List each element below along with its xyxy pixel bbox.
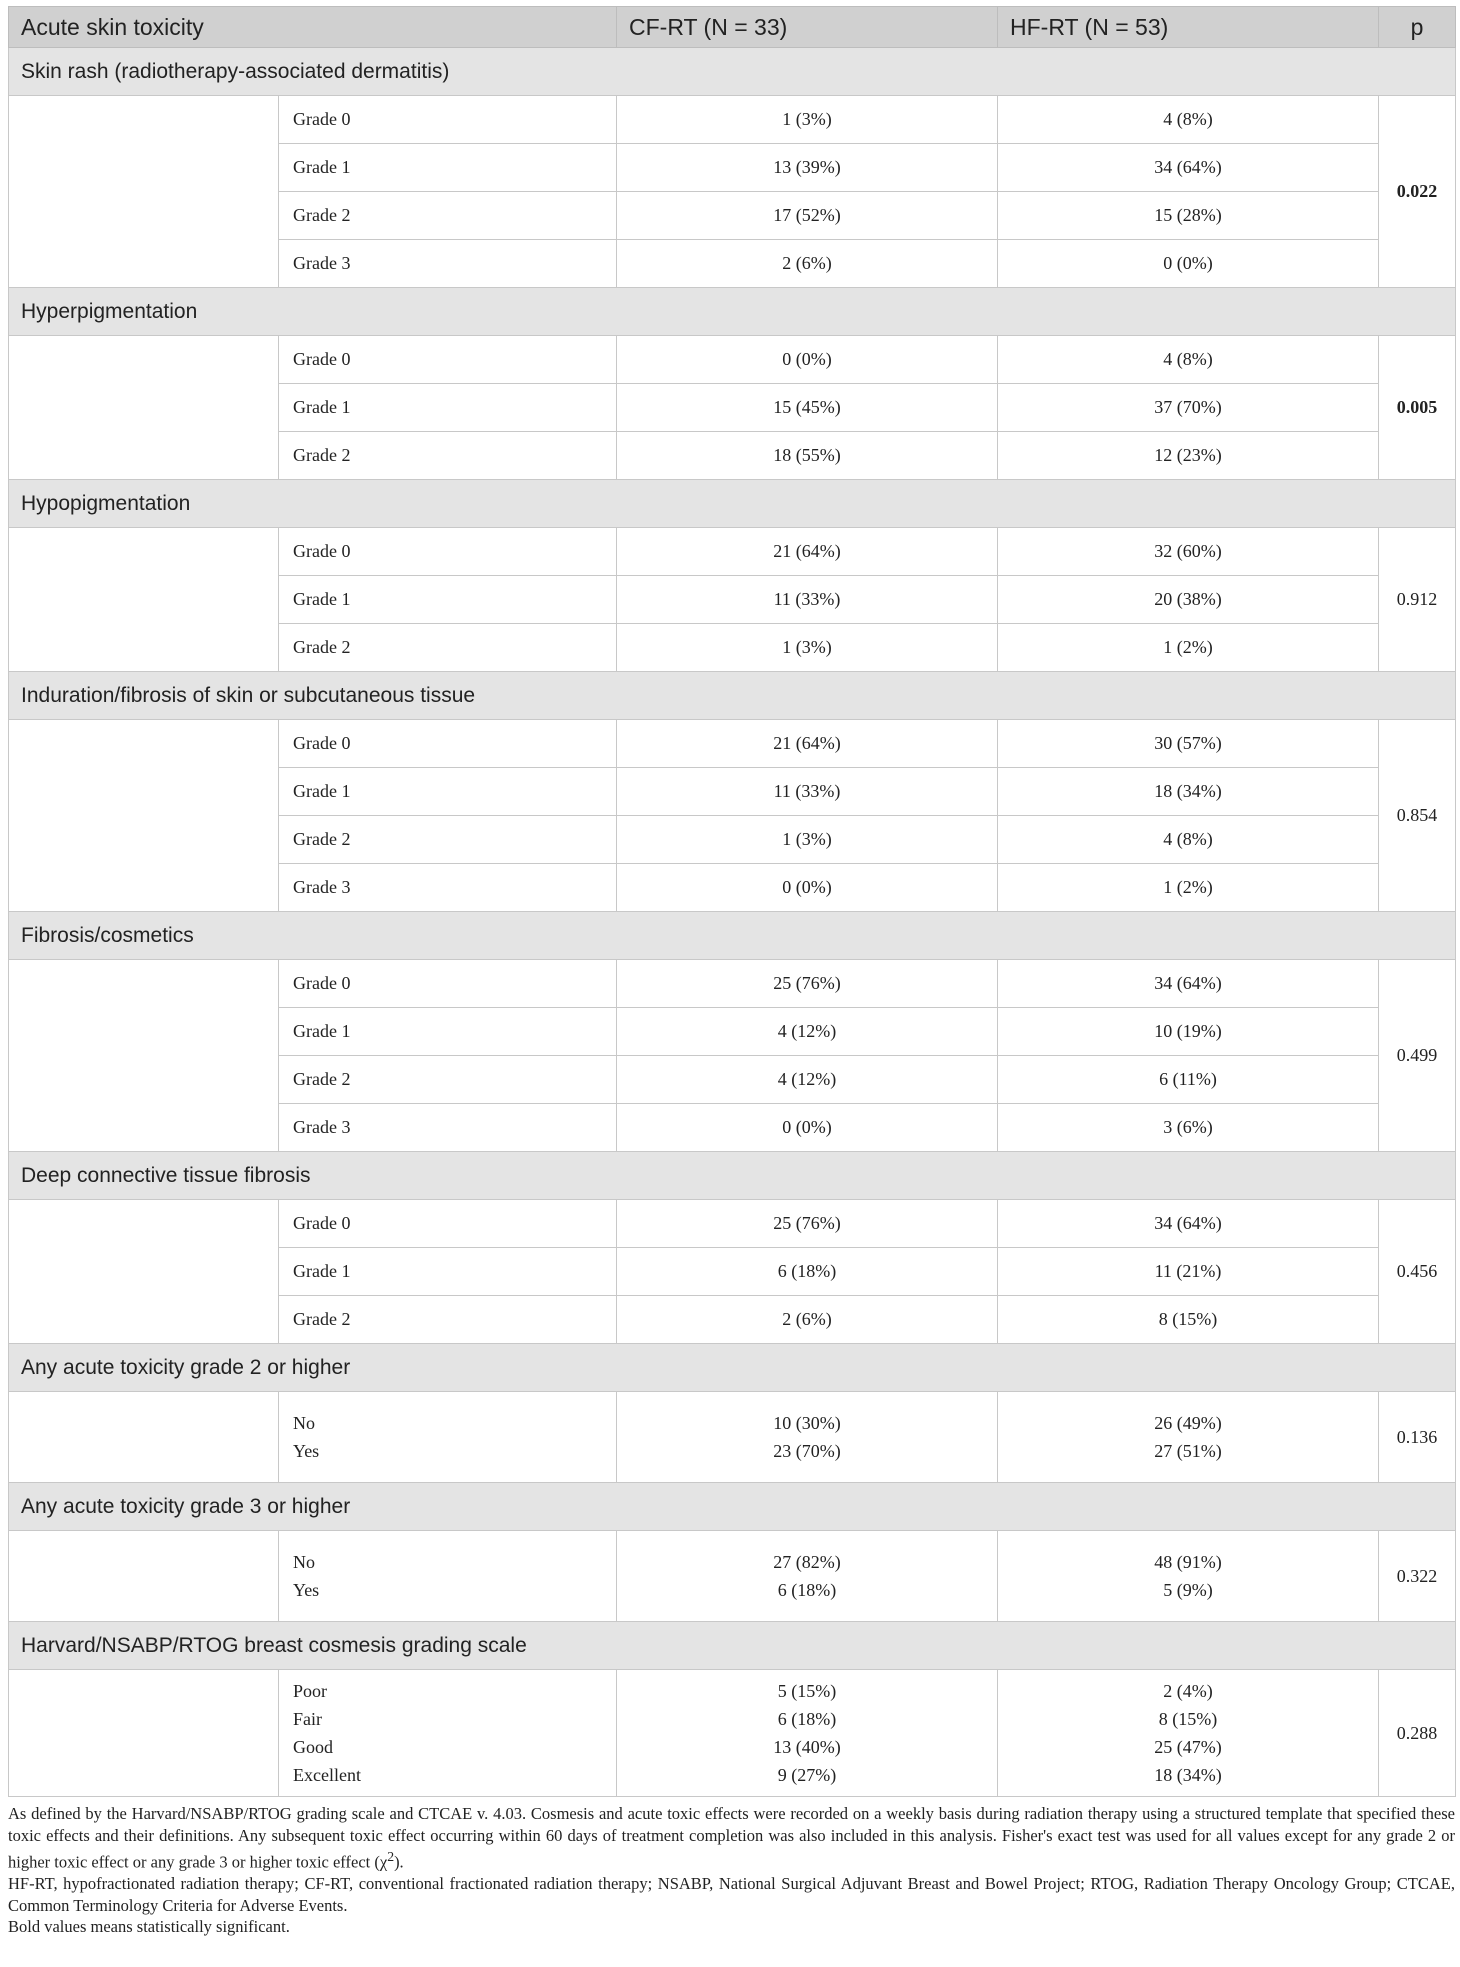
header-row bbox=[9, 7, 1456, 48]
section-title: Fibrosis/cosmetics bbox=[9, 912, 1456, 960]
section-title: Hyperpigmentation bbox=[9, 288, 1456, 336]
cf-rt-value: 4 (12%) bbox=[617, 1008, 998, 1056]
grade-label: Grade 0 bbox=[279, 528, 617, 576]
hf-rt-value: 12 (23%) bbox=[998, 432, 1379, 480]
hf-rt-value: 3 (6%) bbox=[998, 1104, 1379, 1152]
table-row bbox=[9, 960, 1456, 1008]
hf-rt-values bbox=[998, 1531, 1379, 1622]
grade-label: Grade 0 bbox=[279, 720, 617, 768]
grade-label: Grade 2 bbox=[279, 624, 617, 672]
hf-rt-value: 20 (38%) bbox=[998, 576, 1379, 624]
grade-label: Grade 1 bbox=[279, 1248, 617, 1296]
footnote-text-end: ). bbox=[394, 1852, 404, 1872]
grade-label: Grade 1 bbox=[279, 384, 617, 432]
hf-rt-value: 34 (64%) bbox=[998, 144, 1379, 192]
header-acute-skin-toxicity: Acute skin toxicity bbox=[9, 7, 617, 48]
grade-label: Grade 2 bbox=[279, 1056, 617, 1104]
section-title: Any acute toxicity grade 2 or higher bbox=[9, 1344, 1456, 1392]
empty-cell bbox=[9, 528, 279, 672]
cf-rt-value: 13 (39%) bbox=[617, 144, 998, 192]
section-header-row bbox=[9, 480, 1456, 528]
footnote-bold: Bold values means statistically significant. bbox=[8, 1917, 290, 1936]
hf-rt-value: 0 (0%) bbox=[998, 240, 1379, 288]
cell-value: 10 (30%) bbox=[773, 1413, 841, 1433]
footnotes bbox=[8, 1803, 1455, 1938]
grade-label: Grade 2 bbox=[279, 432, 617, 480]
row-label: Good bbox=[293, 1737, 333, 1757]
footnote-definition bbox=[8, 1803, 1455, 1873]
hf-rt-value: 34 (64%) bbox=[998, 1200, 1379, 1248]
cf-rt-value: 11 (33%) bbox=[617, 576, 998, 624]
empty-cell bbox=[9, 336, 279, 480]
p-value: 0.854 bbox=[1379, 720, 1456, 912]
grade-label: Grade 1 bbox=[279, 576, 617, 624]
header-hf-rt: HF-RT (N = 53) bbox=[998, 7, 1379, 48]
section-header-row bbox=[9, 1622, 1456, 1670]
section-header-row bbox=[9, 912, 1456, 960]
section-header-row bbox=[9, 1152, 1456, 1200]
hf-rt-value: 10 (19%) bbox=[998, 1008, 1379, 1056]
grade-label: Grade 1 bbox=[279, 768, 617, 816]
grade-label: Grade 0 bbox=[279, 96, 617, 144]
grade-label: Grade 3 bbox=[279, 240, 617, 288]
p-value: 0.022 bbox=[1379, 96, 1456, 288]
grade-label: Grade 3 bbox=[279, 1104, 617, 1152]
cell-value: 5 (9%) bbox=[1163, 1580, 1213, 1600]
p-value: 0.456 bbox=[1379, 1200, 1456, 1344]
cf-rt-value: 25 (76%) bbox=[617, 1200, 998, 1248]
grade-label: Grade 1 bbox=[279, 1008, 617, 1056]
section-header-row bbox=[9, 672, 1456, 720]
empty-cell bbox=[9, 1392, 279, 1483]
cell-value: 25 (47%) bbox=[1154, 1737, 1222, 1757]
table-row bbox=[9, 528, 1456, 576]
table-row bbox=[9, 720, 1456, 768]
hf-rt-value: 4 (8%) bbox=[998, 816, 1379, 864]
empty-cell bbox=[9, 1200, 279, 1344]
cell-value: 8 (15%) bbox=[1158, 1709, 1218, 1729]
cell-value: 2 (4%) bbox=[1163, 1681, 1213, 1701]
cf-rt-value: 21 (64%) bbox=[617, 528, 998, 576]
cf-rt-value: 17 (52%) bbox=[617, 192, 998, 240]
cf-rt-value: 0 (0%) bbox=[617, 864, 998, 912]
p-value: 0.322 bbox=[1379, 1531, 1456, 1622]
cf-rt-value: 0 (0%) bbox=[617, 336, 998, 384]
empty-cell bbox=[9, 1670, 279, 1797]
grade-label: Grade 3 bbox=[279, 864, 617, 912]
hf-rt-value: 37 (70%) bbox=[998, 384, 1379, 432]
grade-label: Grade 2 bbox=[279, 192, 617, 240]
hf-rt-value: 4 (8%) bbox=[998, 96, 1379, 144]
hf-rt-value: 32 (60%) bbox=[998, 528, 1379, 576]
empty-cell bbox=[9, 960, 279, 1152]
section-header-row bbox=[9, 48, 1456, 96]
section-title: Any acute toxicity grade 3 or higher bbox=[9, 1483, 1456, 1531]
header-p: p bbox=[1379, 7, 1456, 48]
p-value: 0.005 bbox=[1379, 336, 1456, 480]
cf-rt-value: 11 (33%) bbox=[617, 768, 998, 816]
hf-rt-value: 8 (15%) bbox=[998, 1296, 1379, 1344]
section-title: Harvard/NSABP/RTOG breast cosmesis grading scale bbox=[9, 1622, 1456, 1670]
cf-rt-value: 2 (6%) bbox=[617, 240, 998, 288]
grade-label: Grade 1 bbox=[279, 144, 617, 192]
table-container bbox=[8, 6, 1455, 1938]
row-label: Yes bbox=[293, 1580, 320, 1600]
hf-rt-value: 30 (57%) bbox=[998, 720, 1379, 768]
cell-value: 48 (91%) bbox=[1154, 1552, 1222, 1572]
cell-value: 18 (34%) bbox=[1154, 1765, 1222, 1785]
hf-rt-value: 1 (2%) bbox=[998, 864, 1379, 912]
cell-value: 9 (27%) bbox=[777, 1765, 837, 1785]
table-row bbox=[9, 336, 1456, 384]
hf-rt-values bbox=[998, 1670, 1379, 1797]
p-value: 0.499 bbox=[1379, 960, 1456, 1152]
row-labels bbox=[279, 1392, 617, 1483]
grade-label: Grade 0 bbox=[279, 1200, 617, 1248]
table-row bbox=[9, 96, 1456, 144]
grade-label: Grade 0 bbox=[279, 960, 617, 1008]
p-value: 0.912 bbox=[1379, 528, 1456, 672]
section-title: Skin rash (radiotherapy-associated dermatitis) bbox=[9, 48, 1456, 96]
cf-rt-value: 1 (3%) bbox=[617, 96, 998, 144]
cell-value: 23 (70%) bbox=[773, 1441, 841, 1461]
hf-rt-value: 4 (8%) bbox=[998, 336, 1379, 384]
empty-cell bbox=[9, 96, 279, 288]
cell-value: 26 (49%) bbox=[1154, 1413, 1222, 1433]
section-header-row bbox=[9, 288, 1456, 336]
grade-label: Grade 0 bbox=[279, 336, 617, 384]
table-row bbox=[9, 1200, 1456, 1248]
footnote-superscript: 2 bbox=[387, 1849, 395, 1864]
row-labels bbox=[279, 1670, 617, 1797]
empty-cell bbox=[9, 1531, 279, 1622]
toxicity-table bbox=[8, 6, 1456, 1797]
section-title: Induration/fibrosis of skin or subcutaneous tissue bbox=[9, 672, 1456, 720]
section-header-row bbox=[9, 1344, 1456, 1392]
cell-value: 27 (82%) bbox=[773, 1552, 841, 1572]
table-row bbox=[9, 1392, 1456, 1483]
row-label: Fair bbox=[293, 1709, 322, 1729]
cf-rt-value: 2 (6%) bbox=[617, 1296, 998, 1344]
footnote-abbreviations: HF-RT, hypofractionated radiation therapy; CF-RT, conventional fractionated radiation therapy; NSABP, National Surgical Adjuvant Breast and Bowel Project; RTOG, Radiation Therapy Oncology Group; CTCAE, Common Terminology Criteria for Adverse Events. bbox=[8, 1874, 1455, 1915]
cf-rt-value: 0 (0%) bbox=[617, 1104, 998, 1152]
grade-label: Grade 2 bbox=[279, 1296, 617, 1344]
cell-value: 6 (18%) bbox=[777, 1709, 837, 1729]
cell-value: 5 (15%) bbox=[777, 1681, 837, 1701]
cf-rt-values bbox=[617, 1531, 998, 1622]
row-label: No bbox=[293, 1552, 315, 1572]
row-label: Yes bbox=[293, 1441, 320, 1461]
section-title: Deep connective tissue fibrosis bbox=[9, 1152, 1456, 1200]
hf-rt-value: 15 (28%) bbox=[998, 192, 1379, 240]
header-cf-rt: CF-RT (N = 33) bbox=[617, 7, 998, 48]
cf-rt-value: 25 (76%) bbox=[617, 960, 998, 1008]
cf-rt-value: 1 (3%) bbox=[617, 816, 998, 864]
cf-rt-value: 1 (3%) bbox=[617, 624, 998, 672]
p-value: 0.288 bbox=[1379, 1670, 1456, 1797]
cell-value: 13 (40%) bbox=[773, 1737, 841, 1757]
cf-rt-value: 4 (12%) bbox=[617, 1056, 998, 1104]
cf-rt-value: 15 (45%) bbox=[617, 384, 998, 432]
hf-rt-value: 11 (21%) bbox=[998, 1248, 1379, 1296]
section-title: Hypopigmentation bbox=[9, 480, 1456, 528]
row-label: No bbox=[293, 1413, 315, 1433]
cf-rt-value: 21 (64%) bbox=[617, 720, 998, 768]
table-row bbox=[9, 1531, 1456, 1622]
p-value: 0.136 bbox=[1379, 1392, 1456, 1483]
hf-rt-value: 6 (11%) bbox=[998, 1056, 1379, 1104]
cf-rt-value: 18 (55%) bbox=[617, 432, 998, 480]
cf-rt-value: 6 (18%) bbox=[617, 1248, 998, 1296]
hf-rt-values bbox=[998, 1392, 1379, 1483]
hf-rt-value: 34 (64%) bbox=[998, 960, 1379, 1008]
hf-rt-value: 18 (34%) bbox=[998, 768, 1379, 816]
cell-value: 27 (51%) bbox=[1154, 1441, 1222, 1461]
table-body bbox=[9, 48, 1456, 1797]
row-label: Poor bbox=[293, 1681, 328, 1701]
empty-cell bbox=[9, 720, 279, 912]
cf-rt-values bbox=[617, 1392, 998, 1483]
grade-label: Grade 2 bbox=[279, 816, 617, 864]
table-row bbox=[9, 1670, 1456, 1797]
footnote-text: As defined by the Harvard/NSABP/RTOG grading scale and CTCAE v. 4.03. Cosmesis and acute toxic effects were recorded on a weekly basis during radiation therapy using a structured template that specified these toxic effects and their definitions. Any subsequent toxic effect occurring within 60 days of treatment completion was also included in this analysis. Fisher's exact test was used for all values except for any grade 2 or higher toxic effect or any grade 3 or higher toxic effect (χ bbox=[8, 1804, 1455, 1872]
cf-rt-values bbox=[617, 1670, 998, 1797]
cell-value: 6 (18%) bbox=[777, 1580, 837, 1600]
row-labels bbox=[279, 1531, 617, 1622]
row-label: Excellent bbox=[293, 1765, 361, 1785]
section-header-row bbox=[9, 1483, 1456, 1531]
hf-rt-value: 1 (2%) bbox=[998, 624, 1379, 672]
